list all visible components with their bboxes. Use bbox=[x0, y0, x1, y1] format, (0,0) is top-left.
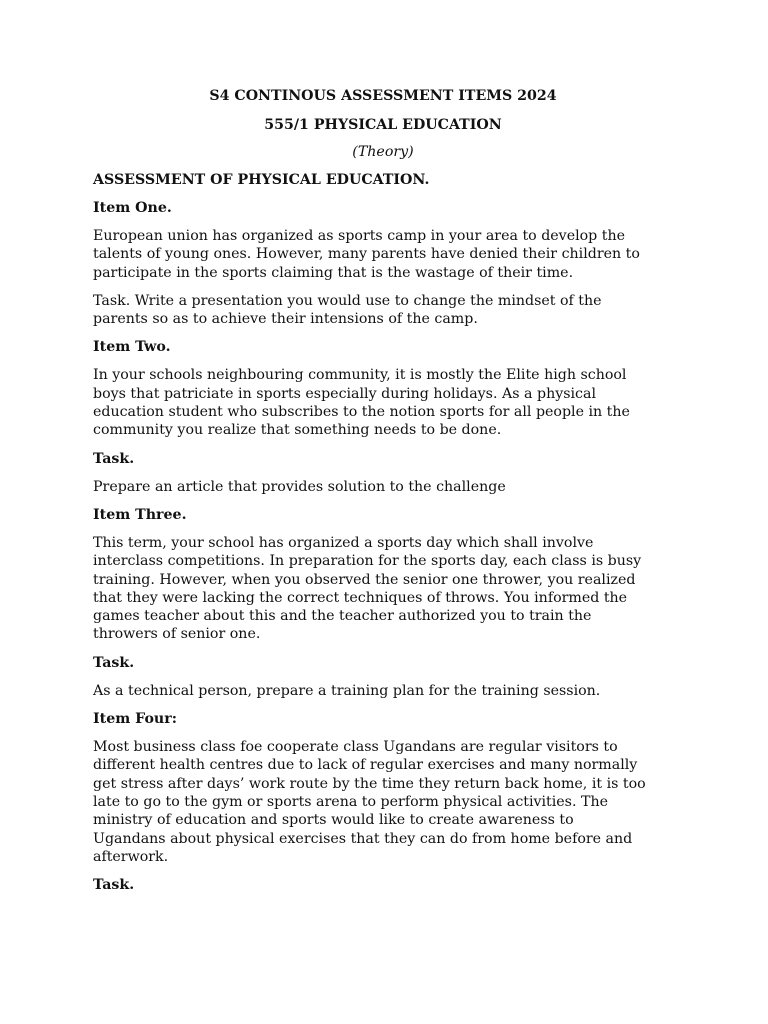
item-three-task-text: As a technical person, prepare a training plan for the training session. bbox=[93, 682, 601, 699]
item-one-scenario-line: participate in the sports claiming that is the wastage of their time. bbox=[93, 264, 574, 281]
item-four-scenario-line: get stress after days’ work route by the time they return back home, it is too bbox=[93, 775, 646, 792]
item-two-scenario bbox=[93, 366, 673, 439]
item-two-scenario-line: community you realize that something needs to be done. bbox=[93, 422, 502, 439]
item-four-scenario-line: Most business class foe cooperate class Ugandans are regular visitors to bbox=[93, 739, 618, 756]
document-content bbox=[93, 87, 673, 904]
document-subtitle: 555/1 PHYSICAL EDUCATION bbox=[264, 117, 502, 133]
item-three-heading: Item Three. bbox=[93, 506, 187, 523]
item-two-task-heading: Task. bbox=[93, 450, 135, 467]
item-three-scenario-line: that they were lacking the correct techniques of throws. You informed the bbox=[93, 589, 628, 606]
item-four-scenario-line: ministry of education and sports would like to create awareness to bbox=[93, 812, 574, 829]
item-two-scenario-line: boys that patriciate in sports especially during holidays. As a physical bbox=[93, 385, 596, 402]
section-heading: ASSESSMENT OF PHYSICAL EDUCATION. bbox=[93, 172, 430, 188]
item-two-task-text: Prepare an article that provides solution to the challenge bbox=[93, 478, 506, 495]
item-one-scenario-line: talents of young ones. However, many parents have denied their children to bbox=[93, 246, 640, 263]
theory-label: (Theory) bbox=[352, 144, 414, 160]
item-two-scenario-line: education student who subscribes to the notion sports for all people in the bbox=[93, 404, 630, 421]
item-four-task-heading: Task. bbox=[93, 877, 135, 894]
item-two-heading: Item Two. bbox=[93, 339, 171, 356]
item-four-scenario-line: afterwork. bbox=[93, 848, 169, 865]
item-four-scenario-line: late to go to the gym or sports arena to perform physical activities. The bbox=[93, 793, 608, 810]
item-one-scenario bbox=[93, 227, 673, 282]
item-three-scenario-line: training. However, when you observed the senior one thrower, you realized bbox=[93, 571, 636, 588]
item-four-scenario-line: Ugandans about physical exercises that they can do from home before and bbox=[93, 830, 633, 847]
item-four-scenario-line: different health centres due to lack of regular exercises and many normally bbox=[93, 757, 638, 774]
item-one-heading: Item One. bbox=[93, 200, 172, 216]
item-two-scenario-line: In your schools neighbouring community, it is mostly the Elite high school bbox=[93, 367, 627, 384]
document-title: S4 CONTINOUS ASSESSMENT ITEMS 2024 bbox=[209, 88, 557, 104]
item-four-scenario bbox=[93, 738, 673, 866]
item-one-scenario-line: European union has organized as sports camp in your area to develop the bbox=[93, 228, 625, 244]
item-three-task-heading: Task. bbox=[93, 654, 135, 671]
item-three-scenario-line: throwers of senior one. bbox=[93, 626, 261, 643]
item-one-task bbox=[93, 292, 673, 329]
item-four-heading: Item Four: bbox=[93, 711, 177, 728]
item-three-scenario-line: games teacher about this and the teacher authorized you to train the bbox=[93, 608, 592, 625]
item-one-task-line: Task. Write a presentation you would use to change the mindset of the bbox=[93, 292, 602, 309]
item-three-scenario-line: This term, your school has organized a sports day which shall involve bbox=[93, 534, 594, 551]
item-one-task-line: parents so as to achieve their intensions of the camp. bbox=[93, 311, 478, 328]
item-three-scenario bbox=[93, 534, 673, 644]
item-three-scenario-line: interclass competitions. In preparation for the sports day, each class is busy bbox=[93, 553, 642, 570]
